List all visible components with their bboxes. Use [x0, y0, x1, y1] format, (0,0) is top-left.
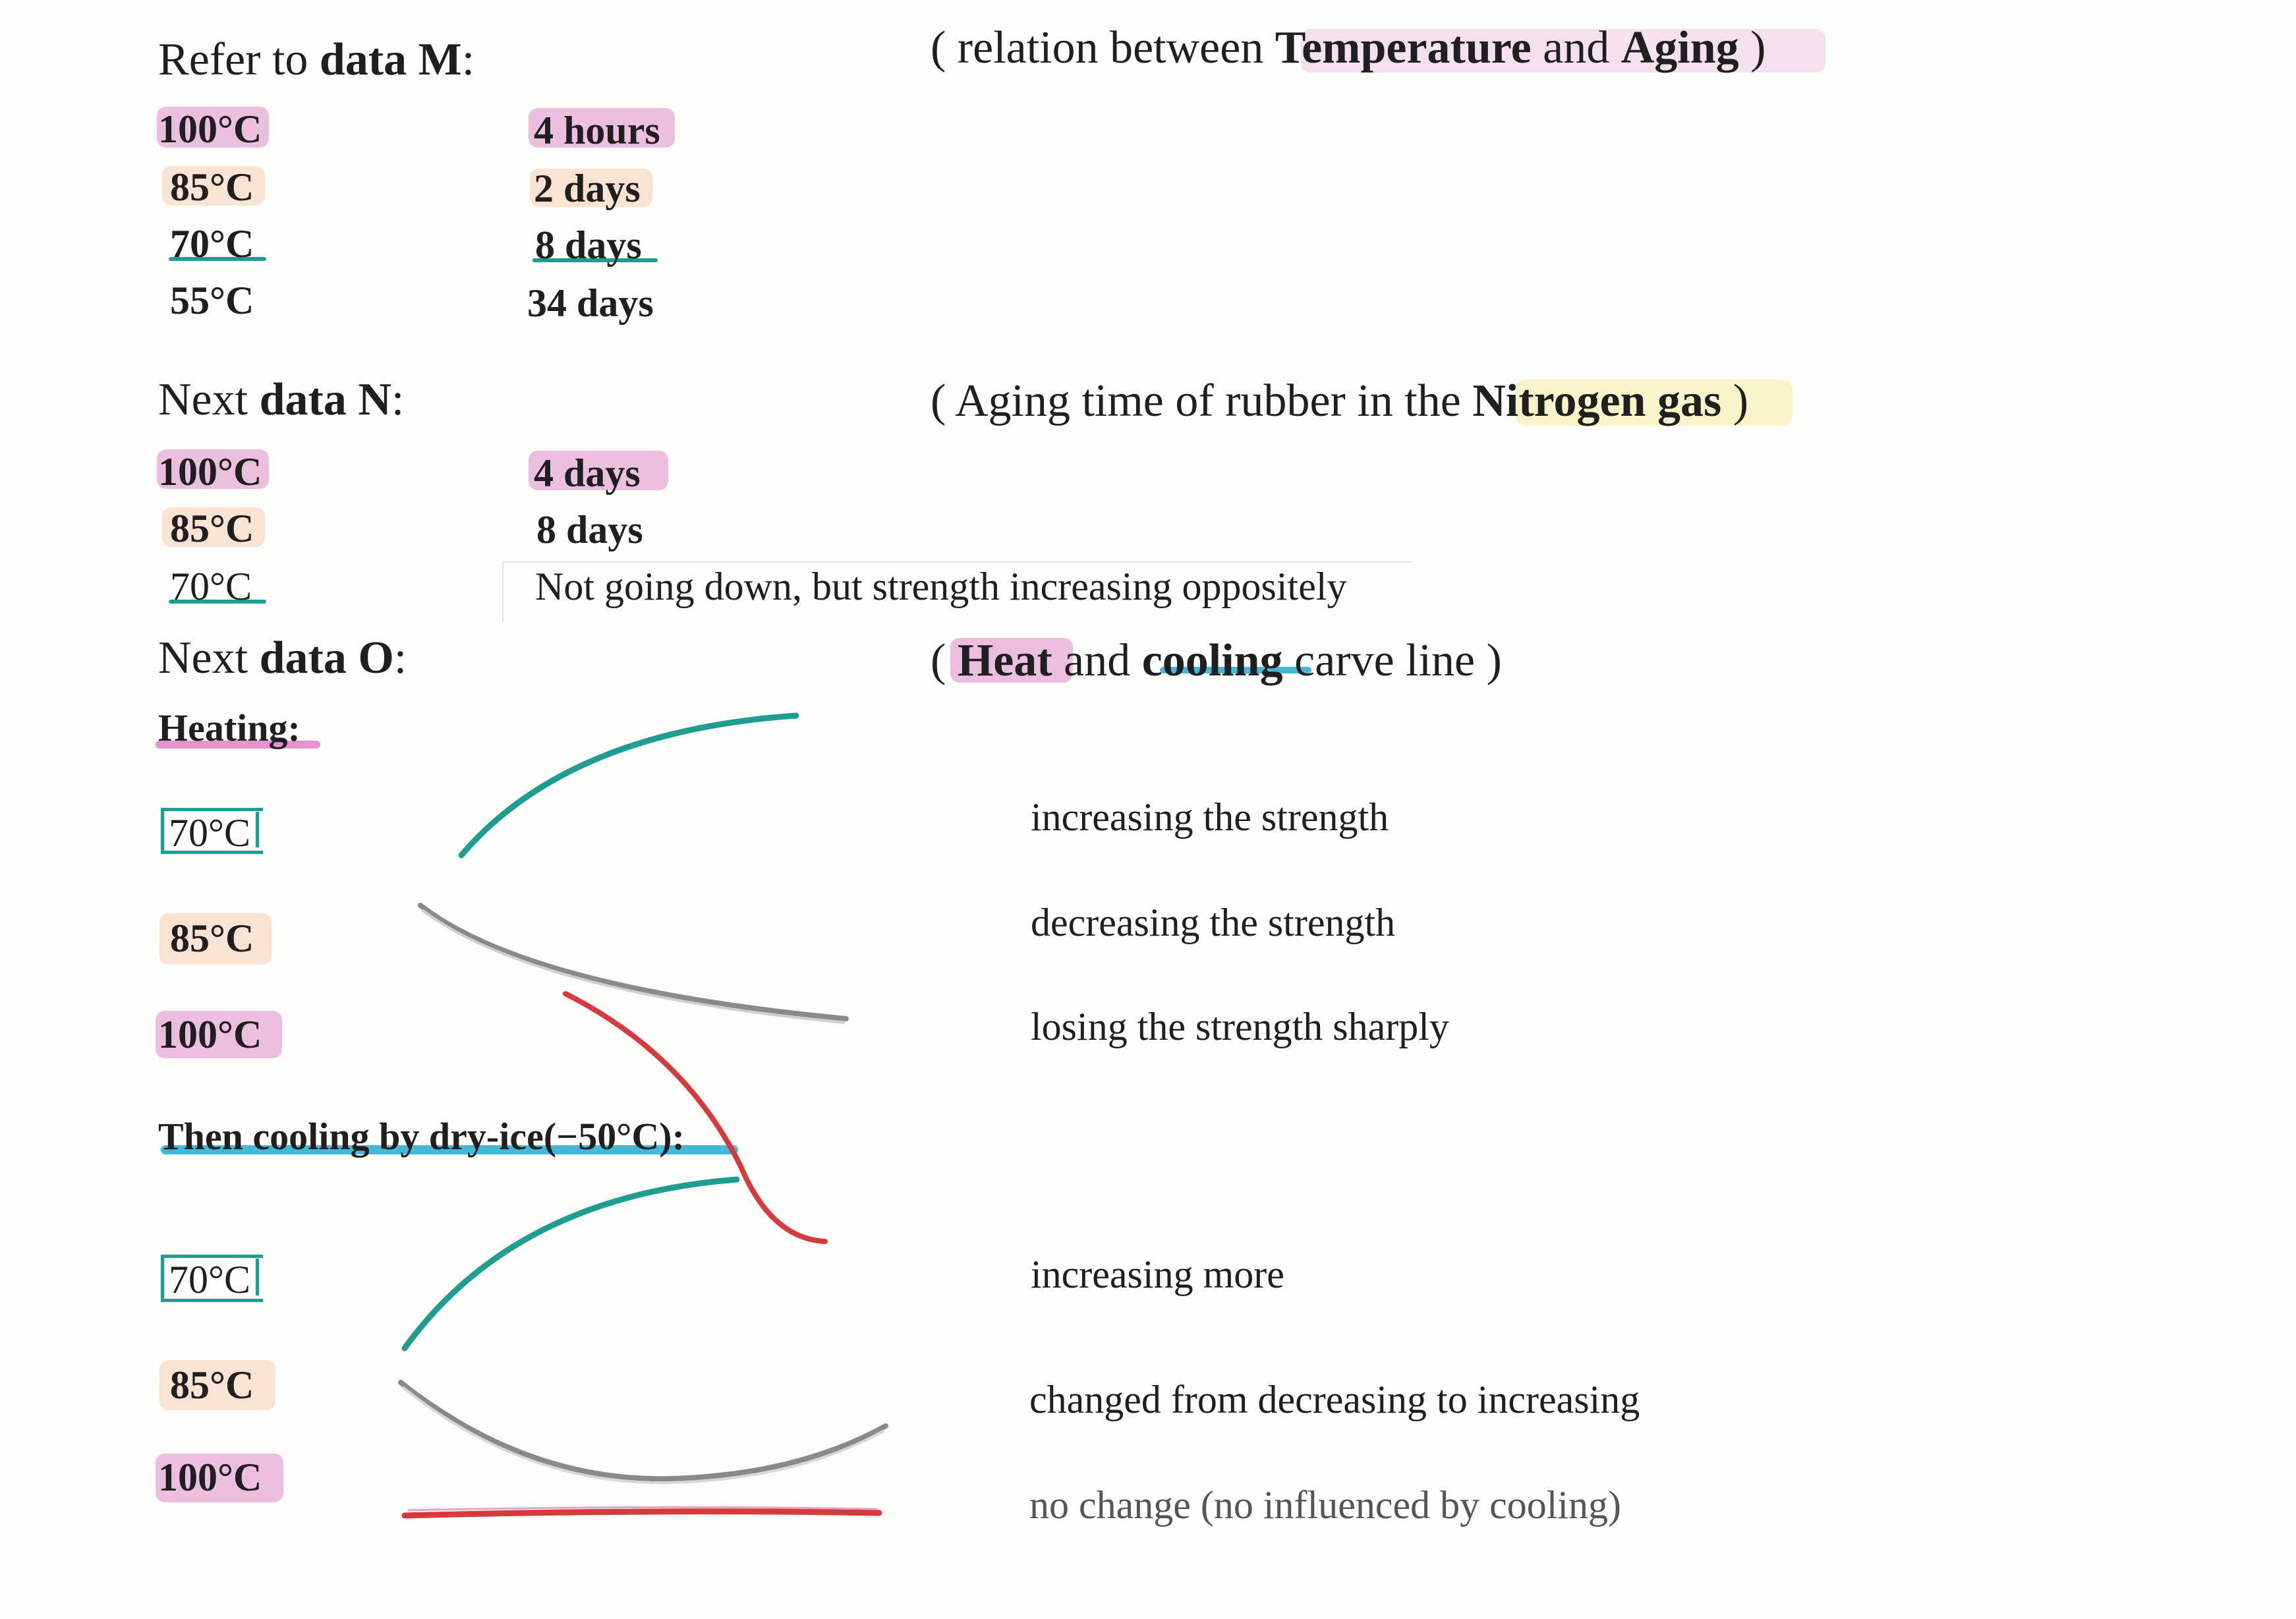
heating-label: Heating:: [158, 706, 301, 749]
section-m-description: ( relation between Temperature and Aging ): [931, 22, 1766, 73]
cooling-curve-85: [401, 1382, 886, 1479]
heating-note-100: losing the strength sharply: [1031, 1005, 1449, 1048]
heating-curve-85: [420, 905, 846, 1019]
m-temp-55: 55°C: [170, 279, 254, 322]
cooling-note-70: increasing more: [1031, 1253, 1284, 1296]
n-temp-85: 85°C: [170, 507, 254, 550]
m-time-70: 8 days: [535, 223, 642, 267]
section-n-description: ( Aging time of rubber in the Nitrogen gas ): [931, 376, 1749, 426]
n-temp-70: 70°C: [170, 565, 252, 608]
m-time-55: 34 days: [527, 281, 654, 325]
m-time-100: 4 hours: [534, 109, 660, 152]
heating-curve-70: [461, 716, 796, 855]
cooling-curve-100: [405, 1512, 879, 1516]
m-temp-100: 100°C: [158, 107, 262, 151]
heating-temp-70: 70°C: [169, 811, 251, 855]
cooling-label: Then cooling by dry-ice(−50°C):: [158, 1115, 685, 1158]
m-time-85: 2 days: [534, 167, 641, 210]
n-time-85: 8 days: [536, 508, 643, 552]
n-temp-100: 100°C: [158, 450, 262, 494]
section-m-title: Refer to data M:: [158, 34, 475, 85]
cooling-note-100: no change (no influenced by cooling): [1029, 1483, 1622, 1527]
section-o-title: Next data O:: [158, 633, 407, 683]
n-note-70: Not going down, but strength increasing oppositely: [535, 565, 1347, 608]
section-o-description: ( Heat and cooling carve line ): [931, 635, 1502, 686]
cooling-temp-70: 70°C: [169, 1258, 251, 1301]
m-temp-70: 70°C: [170, 222, 254, 266]
section-n-title: Next data N:: [158, 374, 405, 425]
heating-note-85: decreasing the strength: [1031, 901, 1396, 944]
n-time-100: 4 days: [534, 451, 641, 495]
cooling-note-85: changed from decreasing to increasing: [1029, 1378, 1640, 1421]
cooling-temp-85: 85°C: [170, 1363, 254, 1407]
m-temp-85: 85°C: [170, 165, 254, 209]
heating-note-70: increasing the strength: [1031, 795, 1389, 839]
heating-temp-85: 85°C: [170, 917, 254, 960]
cooling-temp-100: 100°C: [158, 1456, 262, 1499]
cooling-curve-70: [405, 1179, 737, 1348]
heating-temp-100: 100°C: [158, 1013, 262, 1056]
